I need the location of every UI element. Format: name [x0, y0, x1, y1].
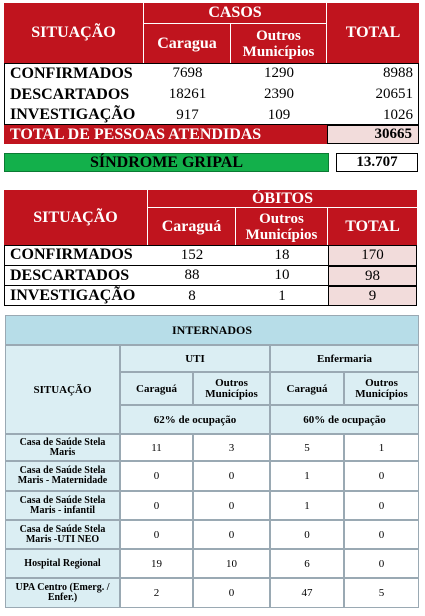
casos-total-header: TOTAL: [327, 3, 419, 63]
hospital-label: Casa de Saúde Stela Maris -UTI NEO: [5, 520, 120, 549]
uti-outros-value: 0: [193, 578, 270, 608]
casos-row-outros: 1290: [264, 65, 294, 81]
uti-outros-header: Outros Municípios: [193, 372, 270, 405]
enfermaria-header: Enfermaria: [270, 345, 419, 372]
casos-row-outros: 2390: [264, 86, 294, 102]
enf-caragua-value: 0: [270, 520, 344, 549]
enf-outros-value: 0: [344, 461, 419, 491]
obitos-header: ÓBITOS: [148, 190, 417, 208]
sindrome-gripal-label: SÍNDROME GRIPAL: [4, 153, 329, 172]
casos-row-label: CONFIRMADOS: [10, 64, 133, 82]
internados-title: INTERNADOS: [5, 315, 419, 345]
enf-caragua-value: 1: [270, 461, 344, 491]
obitos-row-label: CONFIRMADOS: [4, 245, 148, 266]
casos-outros-header: Outros Municípios: [231, 24, 326, 63]
enf-caragua-header: Caraguá: [270, 372, 344, 405]
casos-row-label: DESCARTADOS: [10, 85, 130, 103]
casos-row-caragua: 7698: [172, 65, 203, 81]
obitos-row-label: INVESTIGAÇÃO: [10, 287, 136, 304]
uti-outros-value: 0: [193, 461, 270, 491]
obitos-row-caragua: 8: [188, 287, 196, 304]
casos-situacao-header: SITUAÇÃO: [4, 3, 143, 63]
obitos-row-caragua: 152: [148, 245, 236, 266]
casos-row-total: 20651: [375, 86, 413, 102]
enf-caragua-value: 6: [270, 549, 344, 578]
enf-caragua-value: 47: [270, 578, 344, 608]
uti-header: UTI: [120, 345, 270, 372]
sindrome-gripal-value: 13.707: [336, 153, 418, 172]
casos-row-caragua: 18261: [168, 86, 207, 102]
casos-row-total: 1026: [383, 106, 413, 123]
hospital-label: Casa de Saúde Stela Maris - Maternidade: [5, 461, 120, 491]
hospital-label: UPA Centro (Emerg. / Enfer.): [5, 578, 120, 608]
uti-outros-value: 3: [193, 434, 270, 461]
obitos-row-total: 170: [328, 245, 417, 266]
internados-situacao-header: SITUAÇÃO: [5, 345, 120, 434]
obitos-row-caragua: 88: [148, 266, 236, 286]
casos-row-total: 8988: [383, 65, 413, 81]
obitos-row-outros: 10: [236, 266, 328, 286]
enf-ocupacao: 60% de ocupação: [270, 405, 419, 434]
obitos-row-outros: 18: [236, 245, 328, 266]
casos-row-caragua: 917: [176, 106, 199, 123]
casos-row-label: INVESTIGAÇÃO: [10, 106, 136, 123]
uti-ocupacao: 62% de ocupação: [120, 405, 270, 434]
hospital-label: Casa de Saúde Stela Maris: [5, 434, 120, 461]
obitos-outros-header: Outros Municípios: [236, 208, 328, 245]
uti-caragua-value: 19: [120, 549, 193, 578]
enf-outros-value: 0: [344, 491, 419, 520]
enf-outros-value: 0: [344, 520, 419, 549]
enf-outros-value: 1: [344, 434, 419, 461]
uti-caragua-value: 2: [120, 578, 193, 608]
uti-caragua-value: 0: [120, 461, 193, 491]
obitos-total-header: TOTAL: [328, 208, 417, 245]
obitos-row-outros: 1: [278, 287, 286, 304]
enf-caragua-value: 5: [270, 434, 344, 461]
enf-outros-value: 5: [344, 578, 419, 608]
obitos-situacao-header: SITUAÇÃO: [4, 190, 147, 245]
obitos-row-label: DESCARTADOS: [4, 266, 148, 286]
casos-caragua-header: Caragua: [144, 24, 231, 63]
total-pessoas-value: 30665: [327, 125, 419, 144]
total-pessoas-label: TOTAL DE PESSOAS ATENDIDAS: [4, 125, 327, 144]
enf-caragua-value: 1: [270, 491, 344, 520]
uti-outros-value: 0: [193, 520, 270, 549]
uti-outros-value: 10: [193, 549, 270, 578]
casos-row-outros: 109: [267, 106, 291, 123]
enf-outros-value: 0: [344, 549, 419, 578]
uti-caragua-header: Caraguá: [120, 372, 193, 405]
obitos-caragua-header: Caraguá: [148, 208, 236, 245]
uti-caragua-value: 0: [120, 520, 193, 549]
hospital-label: Hospital Regional: [5, 549, 120, 578]
uti-caragua-value: 0: [120, 491, 193, 520]
enf-outros-header: Outros Municípios: [344, 372, 419, 405]
obitos-row-total: 98: [328, 266, 417, 286]
obitos-row-total: 9: [328, 286, 417, 306]
uti-caragua-value: 11: [120, 434, 193, 461]
casos-header: CASOS: [144, 3, 326, 24]
uti-outros-value: 0: [193, 491, 270, 520]
hospital-label: Casa de Saúde Stela Maris - infantil: [5, 491, 120, 520]
